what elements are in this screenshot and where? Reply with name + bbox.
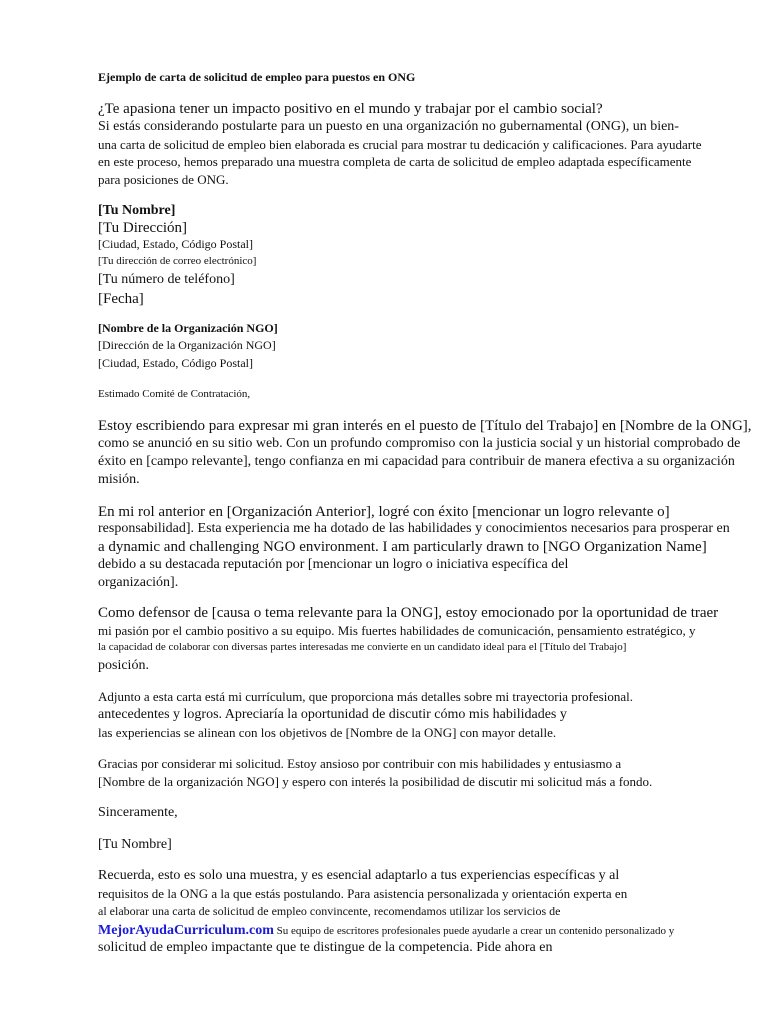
footer-line: solicitud de empleo impactante que te distingue de la competencia. Pide ahora en <box>98 940 553 955</box>
paragraph-line: Estoy escribiendo para expresar mi gran interés en el puesto de [Título del Trabajo] en [Nombre de la ONG], <box>98 418 752 434</box>
sender-email: [Tu dirección de correo electrónico] <box>98 255 257 267</box>
recipient-name: [Nombre de la Organización NGO] <box>98 321 278 335</box>
paragraph-line: En mi rol anterior en [Organización Anterior], logré con éxito [mencionar un logro relevante o] <box>98 504 670 520</box>
paragraph-line: misión. <box>98 472 140 487</box>
paragraph-line: Gracias por considerar mi solicitud. Estoy ansioso por contribuir con mis habilidades y entusiasmo a <box>98 756 622 771</box>
paragraph-line: antecedentes y logros. Apreciaría la oportunidad de discutir cómo mis habilidades y <box>98 707 567 722</box>
paragraph-line: debido a su destacada reputación por [mencionar un logro o iniciativa específica del <box>98 557 569 572</box>
footer-line: Recuerda, esto es solo una muestra, y es esencial adaptarlo a tus experiencias específicas y al <box>98 868 620 883</box>
mejorayudacurriculum-link[interactable]: MejorAyudaCurriculum.com <box>98 923 274 938</box>
document-heading: Ejemplo de carta de solicitud de empleo para puestos en ONG <box>98 70 416 84</box>
paragraph-line: organización]. <box>98 575 179 590</box>
paragraph-line: mi pasión por el cambio positivo a su equipo. Mis fuertes habilidades de comunicación, pensamiento estratégico, y <box>98 623 696 638</box>
paragraph-line: éxito en [campo relevante], tengo confianza en mi capacidad para contribuir de manera efectiva a su organización <box>98 454 735 469</box>
sender-city: [Ciudad, Estado, Código Postal] <box>98 237 253 251</box>
signature: [Tu Nombre] <box>98 837 172 852</box>
sender-name: [Tu Nombre] <box>98 203 176 218</box>
closing: Sinceramente, <box>98 805 178 820</box>
paragraph-line: posición. <box>98 658 149 673</box>
sender-phone: [Tu número de teléfono] <box>98 272 235 287</box>
intro-line: una carta de solicitud de empleo bien elaborada es crucial para mostrar tu dedicación y calificaciones. Para ayudarte <box>98 137 702 152</box>
intro-line: para posiciones de ONG. <box>98 172 229 187</box>
sender-address: [Tu Dirección] <box>98 220 188 236</box>
paragraph-line: [Nombre de la organización NGO] y espero con interés la posibilidad de discutir mi solicitud más a fondo. <box>98 774 653 789</box>
paragraph-line: Como defensor de [causa o tema relevante para la ONG], estoy emocionado por la oportunidad de traer <box>98 605 719 621</box>
paragraph-line: a dynamic and challenging NGO environment. I am particularly drawn to [NGO Organization Name] <box>98 539 707 555</box>
recipient-address: [Dirección de la Organización NGO] <box>98 338 276 352</box>
paragraph-line: las experiencias se alinean con los objetivos de [Nombre de la ONG] con mayor detalle. <box>98 725 557 740</box>
intro-line: ¿Te apasiona tener un impacto positivo en el mundo y trabajar por el cambio social? <box>98 101 603 117</box>
footer-line: requisitos de la ONG a la que estás postulando. Para asistencia personalizada y orientación experta en <box>98 886 628 901</box>
footer-link-tail: Su equipo de escritores profesionales puede ayudarle a crear un contenido personalizado y <box>273 925 675 937</box>
salutation: Estimado Comité de Contratación, <box>98 388 251 400</box>
footer-line: al elaborar una carta de solicitud de empleo convincente, recomendamos utilizar los servicios de <box>98 904 561 918</box>
recipient-city: [Ciudad, Estado, Código Postal] <box>98 356 253 370</box>
sender-date: [Fecha] <box>98 291 144 307</box>
paragraph-line: la capacidad de colaborar con diversas partes interesadas me convierte en un candidato ideal para el [Título del Trabajo] <box>98 641 627 653</box>
intro-line: en este proceso, hemos preparado una muestra completa de carta de solicitud de empleo adaptada específicamente <box>98 154 692 169</box>
intro-line: Si estás considerando postularte para un puesto en una organización no gubernamental (ONG), un bien- <box>98 119 679 134</box>
footer-link-line <box>98 922 674 938</box>
paragraph-line: responsabilidad]. Esta experiencia me ha dotado de las habilidades y conocimientos necesarios para prosperar en <box>98 521 730 536</box>
paragraph-line: Adjunto a esta carta está mi currículum, que proporciona más detalles sobre mi trayectoria profesional. <box>98 689 633 704</box>
paragraph-line: como se anunció en su sitio web. Con un profundo compromiso con la justicia social y un historial comprobado de <box>98 436 741 451</box>
